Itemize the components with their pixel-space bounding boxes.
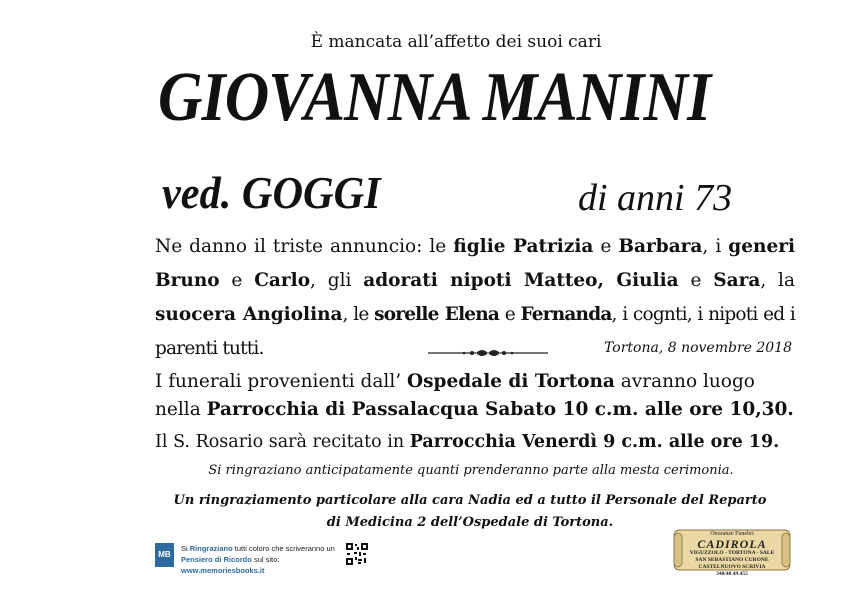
announce-bold: Carlo xyxy=(254,270,311,291)
deceased-name: GIOVANNA MANINI xyxy=(158,59,711,136)
rosary-text: Il S. Rosario sarà recitato in xyxy=(155,432,410,452)
funeral-paragraph xyxy=(155,368,795,424)
announce-text: , i xyxy=(702,236,729,257)
funeral-home-line: CASTELNUOVO SCRIVIA xyxy=(698,564,766,570)
announce-bold: sorelle Elena xyxy=(374,304,500,325)
memoriesbooks-link[interactable]: www.memoriesbooks.it xyxy=(181,566,265,575)
funeral-home-top: Onoranze Funebri xyxy=(710,531,754,537)
memoriesbooks-logo-icon: MB xyxy=(155,543,174,567)
announce-bold: adorati nipoti Matteo, Giulia xyxy=(363,270,679,291)
footer-text: sul sito: xyxy=(251,555,280,564)
announce-text: e xyxy=(219,270,255,291)
footer-text: tutti coloro che scriveranno un xyxy=(232,544,335,553)
announce-text: Ne danno il triste annuncio: le xyxy=(155,236,454,257)
announce-bold: figlie Patrizia xyxy=(453,236,594,257)
announce-bold: suocera Angiolina xyxy=(155,304,343,325)
rosary-bold: Parrocchia Venerdì 9 c.m. alle ore 19. xyxy=(409,432,780,452)
funeral-home-badge xyxy=(672,526,792,577)
widow-of: ved. GOGGI xyxy=(162,167,381,218)
funeral-home-line: VIGUZZOLO - TORTONA - SALE xyxy=(689,550,775,556)
announce-text: e xyxy=(499,304,521,325)
place-date: Tortona, 8 novembre 2018 xyxy=(604,340,792,356)
announce-text: , i cognti, i nipoti ed i parenti tutti. xyxy=(155,304,796,359)
funeral-text: I funerali provenienti dall’ xyxy=(155,371,408,392)
funeral-text: avranno luogo nella xyxy=(155,371,755,420)
announce-text: , gli xyxy=(310,270,364,291)
rosary-line xyxy=(155,432,795,452)
funeral-bold: Parrocchia di Passalacqua Sabato 10 c.m. alle ore 10,30. xyxy=(206,399,794,420)
announce-bold: generi Bruno xyxy=(155,236,795,291)
footer-highlight: Ringraziano xyxy=(189,544,233,553)
footer-note xyxy=(181,543,346,576)
footer-highlight: Pensiero di Ricordo xyxy=(181,555,252,564)
ornament-divider-icon xyxy=(428,346,548,360)
announce-bold: Fernanda xyxy=(520,304,612,325)
thanks-special: Un ringraziamento particolare alla cara Nadia ed a tutto il Personale del Reparto di Medicina 2 dell’Ospedale di Tortona. xyxy=(173,493,767,530)
announce-text: e xyxy=(678,270,714,291)
funeral-home-brand: CADIROLA xyxy=(697,537,767,551)
footer-text: Si xyxy=(181,544,190,553)
age: di anni 73 xyxy=(578,177,733,219)
funeral-home-phone: 340/48.49.455 xyxy=(716,571,748,577)
qr-code-icon[interactable] xyxy=(346,543,368,565)
thanks-general: Si ringraziano anticipatamente quanti prenderanno parte alla mesta cerimonia. xyxy=(208,463,734,478)
announce-bold: Sara xyxy=(713,270,761,291)
announce-text: , la xyxy=(760,270,795,291)
announce-text: , le xyxy=(342,304,375,325)
announce-bold: Barbara xyxy=(618,236,703,257)
funeral-bold: Ospedale di Tortona xyxy=(407,371,615,392)
intro-line: È mancata all’affetto dei suoi cari xyxy=(310,32,602,52)
funeral-home-line: SAN SEBASTIANO CURONE xyxy=(695,557,769,563)
announce-text: e xyxy=(593,236,619,257)
